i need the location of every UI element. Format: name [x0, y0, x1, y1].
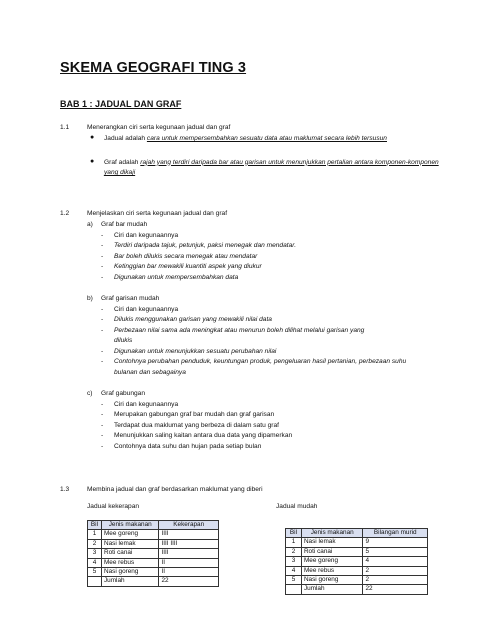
- table-row: 5 Nasi goreng II: [88, 568, 219, 577]
- tally-marks: IIII: [159, 549, 219, 558]
- column-header: Jenis makanan: [101, 521, 158, 530]
- list-item: - Terdapat dua maklumat yang berbeza di dalam satu graf: [101, 421, 279, 429]
- table-caption: Jadual kekerapan: [87, 503, 140, 510]
- column-header: Bilangan murid: [363, 529, 428, 538]
- column-header: Bil: [286, 529, 302, 538]
- section-heading: Menjelaskan ciri serta kegunaan jadual dan graf: [87, 210, 228, 217]
- simple-table: [285, 528, 428, 595]
- table-header-row: [286, 529, 428, 538]
- bullet-icon: ●: [90, 134, 95, 141]
- list-item: - Ciri dan kegunaannya: [101, 231, 179, 239]
- table-row: 2 Roti canai 5: [286, 547, 428, 556]
- list-item: - Ketinggian bar mewakili kuantiti aspek yang diukur: [101, 263, 262, 270]
- list-item: - Contohnya perubahan penduduk, keuntungan produk, pengeluaran hasil pertanian, perbezaan suhu bulanan dan sebagainya: [101, 358, 407, 376]
- table-row: 3 Roti canai IIII: [88, 549, 219, 558]
- list-item: - Dilukis menggunakan garisan yang mewakili nilai data: [101, 316, 272, 323]
- column-header: Bil: [88, 521, 102, 530]
- table-row: 1 Mee goreng IIII: [88, 530, 219, 539]
- frequency-table: [87, 520, 219, 587]
- bullet-prefix: Graf adalah: [104, 158, 141, 166]
- table-row: 1 Nasi lemak 9: [286, 538, 428, 547]
- subsection-label: Graf garisan mudah: [101, 295, 160, 302]
- list-item: - Menunjukkan saling kaitan antara dua data yang dipamerkan: [101, 432, 293, 439]
- list-item: - Perbezaan nilai sama ada meningkat atau menurun boleh dilihat melalui garisan yang dilukis: [101, 326, 365, 344]
- bullet-definition: rajah yang terdiri daripada bar atau garisan untuk menunjukkan pertalian antara komponen-komponen yang dikaji: [104, 158, 439, 176]
- chapter-heading: BAB 1 : JADUAL DAN GRAF: [60, 99, 182, 109]
- bullet-icon: ●: [90, 157, 95, 165]
- list-item: - Bar boleh dilukis secara menegak atau mendatar: [101, 252, 258, 260]
- list-item: - Terdiri daripada tajuk, petunjuk, paksi menegak dan mendatar.: [101, 242, 297, 249]
- column-header: Kekerapan: [159, 521, 219, 530]
- table-total-row: Jumlah 22: [88, 577, 219, 586]
- table-row: 4 Mee rebus 2: [286, 566, 428, 575]
- list-item: - Merupakan gabungan graf bar mudah dan graf garisan: [101, 411, 275, 418]
- section-heading: Menerangkan ciri serta kegunaan jadual dan graf: [87, 124, 231, 131]
- list-item: - Digunakan untuk menunjukkan sesuatu perubahan nilai: [101, 347, 277, 355]
- table-row: 4 Mee rebus II: [88, 558, 219, 567]
- table-row: 2 Nasi lemak IIII IIII: [88, 539, 219, 548]
- table-header-row: [88, 521, 219, 530]
- section-number: 1.3: [60, 486, 70, 493]
- page-title: SKEMA GEOGRAFI TING 3: [60, 60, 247, 76]
- subsection-letter: a): [87, 221, 93, 228]
- bullet-list: [87, 134, 452, 179]
- tally-marks: II: [159, 558, 219, 567]
- subsection-letter: c): [87, 390, 93, 397]
- subsection-label: Graf gabungan: [101, 390, 145, 397]
- tally-marks: IIII: [159, 530, 219, 539]
- subsection-letter: b): [87, 295, 93, 302]
- list-item: - Contohnya data suhu dan hujan pada setiap bulan: [101, 442, 262, 450]
- bullet-item: [87, 134, 452, 145]
- table-total-row: Jumlah 22: [286, 585, 428, 594]
- bullet-definition: cara untuk mempersembahkan sesuatu data atau maklumat secara lebih tersusun: [146, 135, 387, 142]
- table-caption: Jadual mudah: [276, 503, 318, 510]
- section-number: 1.1: [60, 124, 70, 131]
- column-header: Jenis makanan: [301, 529, 363, 538]
- list-item: - Digunakan untuk mempersembahkan data: [101, 273, 239, 281]
- tally-marks: IIII IIII: [159, 539, 219, 548]
- list-item: - Ciri dan kegunaannya: [101, 305, 179, 313]
- subsection-label: Graf bar mudah: [101, 221, 148, 228]
- tally-marks: II: [159, 568, 219, 577]
- list-item: - Ciri dan kegunaannya: [101, 400, 179, 408]
- bullet-prefix: Jadual adalah: [104, 135, 147, 142]
- table-row: 5 Nasi goreng 2: [286, 576, 428, 585]
- section-number: 1.2: [60, 210, 70, 217]
- bullet-item: [87, 158, 452, 179]
- table-row: 3 Mee goreng 4: [286, 557, 428, 566]
- section-heading: Membina jadual dan graf berdasarkan maklumat yang diberi: [87, 486, 263, 493]
